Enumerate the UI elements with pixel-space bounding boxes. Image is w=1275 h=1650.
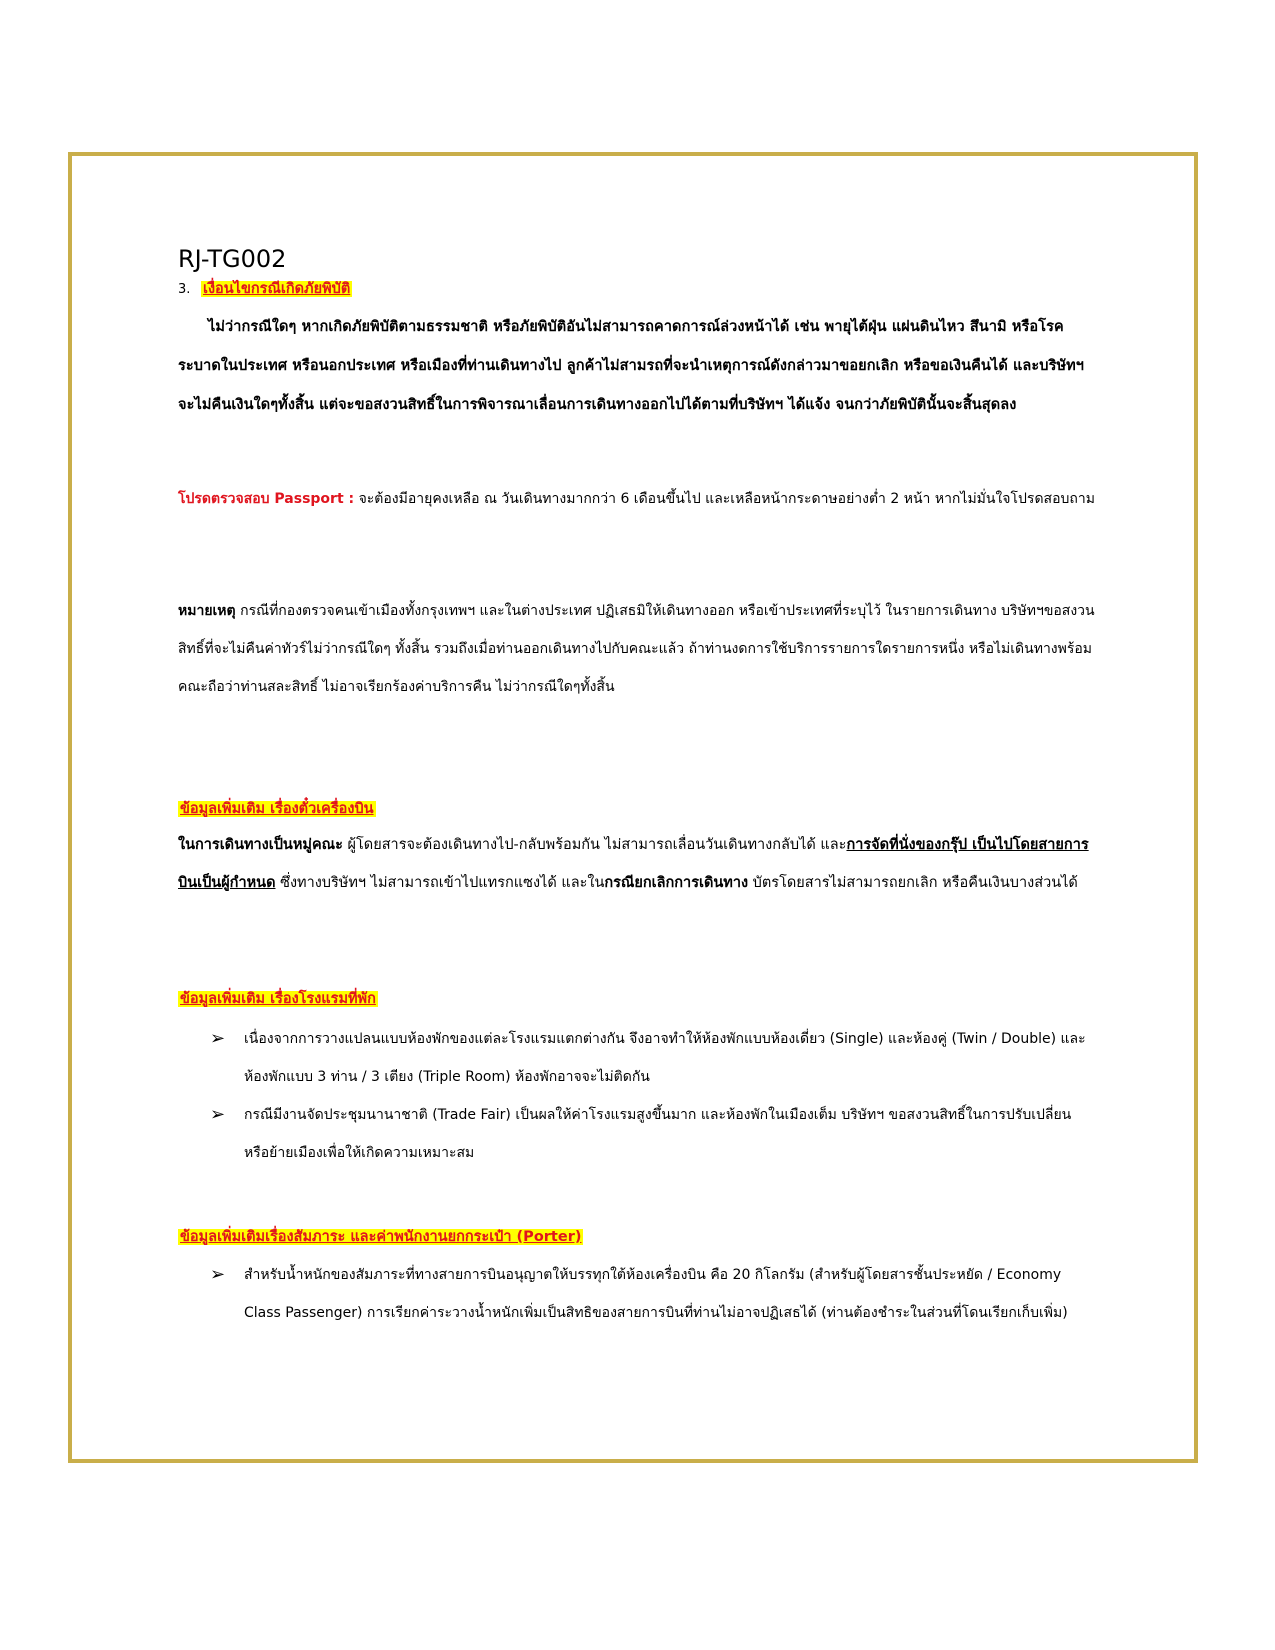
section-title: เงื่อนไขกรณีเกิดภัยพิบัติ <box>203 281 351 297</box>
disaster-paragraph: ไม่ว่ากรณีใดๆ หากเกิดภัยพิบัติตามธรรมชาติ หรือภัยพิบัติอันไม่สามารถคาดการณ์ล่วงหน้าได้ เช่น พายุไต้ฝุ่น แผ่นดินไหว สึนามิ หรือโรคระบาดในประเทศ หรือนอกประเทศ หรือเมืองที่ท่านเดินทางไป ลูกค้าไม่สามรถที่จะนำเหตุการณ์ดังกล่าวมาขอยกเลิก หรือขอเงินคืนได้ และบริษัทฯ จะไม่คืนเงินใดๆทั้งสิ้น แต่จะขอสงวนสิทธิ์ในการพิจารณาเลื่อนการเดินทางออกไปได้ตามที่บริษัทฯ ได้แจ้ง จนกว่าภัยพิบัตินั้นจะสิ้นสุดลง <box>178 319 1085 413</box>
hotel-item-text: กรณีมีงานจัดประชุมนานาชาติ (Trade Fair) เป็นผลให้ค่าโรงแรมสูงขึ้นมาก และห้องพักในเมืองเต็ม บริษัทฯ ขอสงวนสิทธิ์ในการปรับเปลี่ยน หรือย้ายเมืองเพื่อให้เกิดความเหมาะสม <box>244 1107 1072 1161</box>
flight-part1: ในการเดินทางเป็นหมู่คณะ <box>178 837 343 853</box>
arrow-bullet-icon: ➢ <box>210 1104 226 1125</box>
flight-heading-text: ข้อมูลเพิ่มเติม เรื่องตั๋วเครื่องบิน <box>180 801 374 817</box>
list-item <box>210 1096 1098 1172</box>
remark-label: หมายเหตุ <box>178 603 236 619</box>
hotel-heading-text: ข้อมูลเพิ่มเติม เรื่องโรงแรมที่พัก <box>180 991 376 1007</box>
arrow-bullet-icon: ➢ <box>210 1028 226 1049</box>
list-item <box>210 1256 1098 1332</box>
flight-part5: กรณียกเลิกการเดินทาง <box>604 875 749 891</box>
section-3-heading <box>178 278 1098 301</box>
baggage-heading-text: ข้อมูลเพิ่มเติมเรื่องสัมภาระ และค่าพนักงานยกกระเป๋า (Porter) <box>180 1229 582 1245</box>
flight-part2: ผู้โดยสารจะต้องเดินทางไป-กลับพร้อมกัน ไม่สามารถเลื่อนวันเดินทางกลับได้ และ <box>342 837 847 853</box>
passport-label: โปรดตรวจสอบ Passport : <box>178 491 355 507</box>
remark-paragraph <box>178 592 1098 706</box>
tour-code: RJ-TG002 <box>178 245 287 273</box>
flight-part6: บัตรโดยสารไม่สามารถยกเลิก หรือคืนเงินบางส่วนได้ <box>748 875 1078 891</box>
section-number: 3. <box>178 282 191 297</box>
flight-part3: การจัดที่นั่งของกรุ๊ป เป็นไปโดยสายการบินเป็นผู้กำหนด <box>178 837 1089 891</box>
list-item <box>210 1020 1098 1096</box>
baggage-item-text: สำหรับน้ำหนักของสัมภาระที่ทางสายการบินอนุญาตให้บรรทุกใต้ห้องเครื่องบิน คือ 20 กิโลกรัม (สำหรับผู้โดยสารชั้นประหยัด / Economy Class Passenger) การเรียกค่าระวางน้ำหนักเพิ่มเป็นสิทธิของสายการบินที่ท่านไม่อาจปฏิเสธได้ (ท่านต้องชำระในส่วนที่โดนเรียกเก็บเพิ่ม) <box>244 1267 1068 1321</box>
passport-notice <box>178 480 1098 518</box>
arrow-bullet-icon: ➢ <box>210 1264 226 1285</box>
hotel-item-text: เนื่องจากการวางแปลนแบบห้องพักของแต่ละโรงแรมแตกต่างกัน จึงอาจทำให้ห้องพักแบบห้องเดี่ยว (Single) และห้องคู่ (Twin / Double) และ ห้องพักแบบ 3 ท่าน / 3 เตียง (Triple Room) ห้องพักอาจจะไม่ติดกัน <box>244 1031 1086 1085</box>
hotel-bullet-list <box>210 1020 1098 1172</box>
hotel-heading <box>178 986 1098 1012</box>
passport-text: จะต้องมีอายุคงเหลือ ณ วันเดินทางมากกว่า 6 เดือนขึ้นไป และเหลือหน้ากระดาษอย่างต่ำ 2 หน้า หากไม่มั่นใจโปรดสอบถาม <box>354 491 1095 507</box>
flight-heading <box>178 796 1098 822</box>
baggage-heading <box>178 1224 1098 1250</box>
remark-text: กรณีที่กองตรวจคนเข้าเมืองทั้งกรุงเทพฯ และในต่างประเทศ ปฏิเสธมิให้เดินทางออก หรือเข้าประเทศที่ระบุไว้ ในรายการเดินทาง บริษัทฯขอสงวนสิทธิ์ที่จะไม่คืนค่าทัวร์ไม่ว่ากรณีใดๆ ทั้งสิ้น รวมถึงเมื่อท่านออกเดินทางไปกับคณะแล้ว ถ้าท่านงดการใช้บริการรายการใดรายการหนึ่ง หรือไม่เดินทางพร้อมคณะถือว่าท่านสละสิทธิ์ ไม่อาจเรียกร้องค่าบริการคืน ไม่ว่ากรณีใดๆทั้งสิ้น <box>178 603 1095 695</box>
flight-part4: ซึ่งทางบริษัทฯ ไม่สามารถเข้าไปแทรกแซงได้ และใน <box>275 875 605 891</box>
baggage-bullet-list <box>210 1256 1098 1332</box>
flight-paragraph <box>178 826 1098 902</box>
